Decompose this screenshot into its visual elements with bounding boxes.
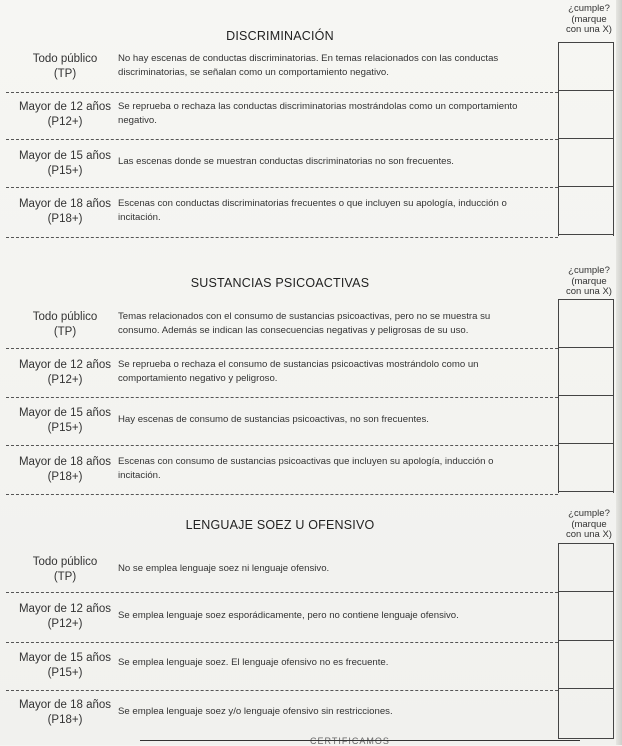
row-description: Se emplea lenguaje soez. El lenguaje ofensivo no es frecuente. [118, 657, 389, 668]
bottom-border [140, 740, 580, 741]
row-divider [6, 592, 558, 593]
age-label: Mayor de 12 años (P12+) [18, 101, 112, 128]
check-box-p15[interactable] [559, 641, 613, 689]
check-column [558, 543, 614, 739]
check-box-p12[interactable] [559, 91, 613, 139]
row-divider [6, 494, 558, 495]
check-box-p15[interactable] [559, 396, 613, 444]
row-divider [6, 92, 558, 93]
page-edge-shadow [616, 0, 622, 745]
age-label: Mayor de 12 años (P12+) [18, 359, 112, 386]
check-column [558, 299, 614, 493]
row-description: Se reprueba o rechaza las conductas discriminatorias mostrándolas como un comportamiento negativo. [118, 101, 518, 126]
age-label: Todo público (TP) [32, 311, 98, 338]
row-divider [6, 348, 558, 349]
check-box-tp[interactable] [559, 300, 613, 348]
check-column [558, 42, 614, 236]
row-description: Las escenas donde se muestran conductas discriminatorias no son frecuentes. [118, 156, 454, 167]
age-label: Mayor de 18 años (P18+) [18, 456, 112, 483]
age-label: Mayor de 18 años (P18+) [18, 699, 112, 726]
check-box-p18[interactable] [559, 444, 613, 492]
row-description: Escenas con conductas discriminatorias frecuentes o que incluyen su apología, inducción o incitación. [118, 198, 507, 223]
row-divider [6, 139, 558, 140]
row-description: Se emplea lenguaje soez y/o lenguaje ofensivo sin restricciones. [118, 706, 393, 717]
check-box-p15[interactable] [559, 139, 613, 187]
check-box-p18[interactable] [559, 187, 613, 235]
check-box-p12[interactable] [559, 592, 613, 641]
check-box-p12[interactable] [559, 348, 613, 396]
row-description: Se reprueba o rechaza el consumo de sustancias psicoactivas mostrándolo como un comportamiento negativo y peligroso. [118, 359, 479, 384]
age-label: Todo público (TP) [32, 53, 98, 80]
cumple-header: ¿cumple? (marque con una X) [566, 508, 612, 540]
row-description: Se emplea lenguaje soez esporádicamente, pero no contiene lenguaje ofensivo. [118, 610, 459, 621]
check-box-p18[interactable] [559, 689, 613, 739]
age-label: Mayor de 12 años (P12+) [18, 603, 112, 630]
check-box-tp[interactable] [559, 544, 613, 592]
row-description: No se emplea lenguaje soez ni lenguaje ofensivo. [118, 563, 330, 574]
row-divider [6, 187, 558, 188]
row-divider [6, 690, 558, 691]
age-label: Mayor de 15 años (P15+) [18, 407, 112, 434]
check-box-tp[interactable] [559, 43, 613, 91]
row-divider [6, 445, 558, 446]
age-label: Mayor de 18 años (P18+) [18, 198, 112, 225]
row-divider [6, 397, 558, 398]
age-label: Mayor de 15 años (P15+) [18, 652, 112, 679]
row-divider [6, 642, 558, 643]
row-description: No hay escenas de conductas discriminatorias. En temas relacionados con las conductas discriminatorias, se señalan como un comportamiento negativo. [118, 53, 499, 78]
age-label: Todo público (TP) [32, 556, 98, 583]
row-description: Escenas con consumo de sustancias psicoactivas que incluyen su apología, inducción o incitación. [118, 456, 494, 481]
age-label: Mayor de 15 años (P15+) [18, 150, 112, 177]
row-divider [6, 237, 558, 238]
cumple-header: ¿cumple? (marque con una X) [566, 265, 612, 297]
section-title: SUSTANCIAS PSICOACTIVAS [190, 276, 370, 290]
section-title: LENGUAJE SOEZ U OFENSIVO [185, 518, 375, 532]
cumple-header: ¿cumple? (marque con una X) [566, 3, 612, 35]
section-title: DISCRIMINACIÓN [226, 29, 334, 43]
row-description: Hay escenas de consumo de sustancias psicoactivas, no son frecuentes. [118, 414, 429, 425]
row-description: Temas relacionados con el consumo de sustancias psicoactivas, pero no se muestra su consumo. Además se indican las consecuencias negativas y peligrosas de su uso. [118, 311, 491, 336]
footer-text: CERTIFICAMOS [310, 736, 390, 746]
